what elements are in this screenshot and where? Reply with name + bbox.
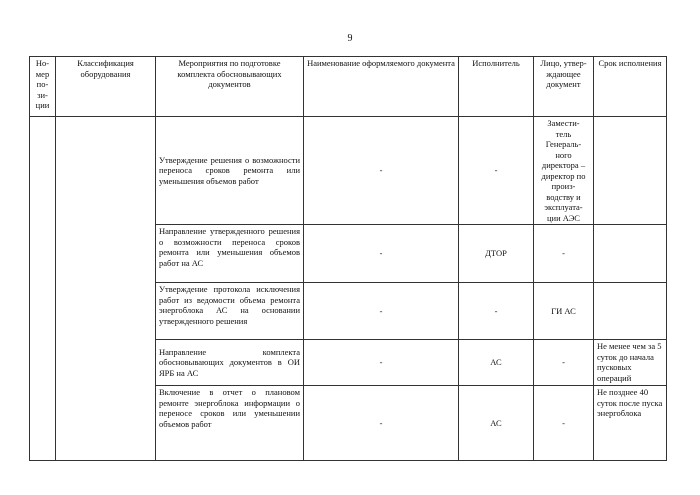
header-classification: Классификация оборудования bbox=[56, 57, 156, 117]
approver-cell: ГИ АС bbox=[534, 283, 594, 340]
deadline-cell bbox=[594, 225, 667, 283]
measure-cell: Утверждение решения о возможности переноса сроков ремонта или уменьшения объемов работ bbox=[156, 117, 304, 225]
document-cell: - bbox=[304, 283, 459, 340]
document-cell: - bbox=[304, 340, 459, 386]
measure-cell: Направление комплекта обосновывающих документов в ОИ ЯРБ на АС bbox=[156, 340, 304, 386]
executor-cell: АС bbox=[459, 386, 534, 461]
header-deadline: Срок исполнения bbox=[594, 57, 667, 117]
approver-cell: - bbox=[534, 386, 594, 461]
executor-cell: - bbox=[459, 283, 534, 340]
header-position: Но- мер по- зи- ции bbox=[30, 57, 56, 117]
approver-cell: - bbox=[534, 340, 594, 386]
executor-cell: - bbox=[459, 117, 534, 225]
position-cell bbox=[30, 117, 56, 461]
classification-cell bbox=[56, 117, 156, 461]
header-measures: Мероприятия по подготовке комплекта обосновывающих документов bbox=[156, 57, 304, 117]
deadline-cell: Не позднее 40 суток после пуска энергоблока bbox=[594, 386, 667, 461]
header-document-name: Наименование оформляемого документа bbox=[304, 57, 459, 117]
approver-cell: - bbox=[534, 225, 594, 283]
measure-cell: Направление утвержденного решения о возможности переноса сроков ремонта или уменьшения объемов работ на АС bbox=[156, 225, 304, 283]
deadline-cell bbox=[594, 283, 667, 340]
header-executor: Исполнитель bbox=[459, 57, 534, 117]
header-row bbox=[30, 57, 667, 117]
table-row bbox=[30, 117, 667, 225]
document-cell: - bbox=[304, 225, 459, 283]
document-cell: - bbox=[304, 386, 459, 461]
measure-cell: Включение в отчет о плановом ремонте энергоблока информации о переносе сроков или уменьшении объемов работ bbox=[156, 386, 304, 461]
deadline-cell: Не менее чем за 5 суток до начала пусковых операций bbox=[594, 340, 667, 386]
measure-cell: Утверждение протокола исключения работ из ведомости объема ремонта энергоблока АС на основании утвержденного решения bbox=[156, 283, 304, 340]
executor-cell: АС bbox=[459, 340, 534, 386]
executor-cell: ДТОР bbox=[459, 225, 534, 283]
measures-table bbox=[29, 56, 667, 461]
page-number: 9 bbox=[347, 33, 353, 44]
deadline-cell bbox=[594, 117, 667, 225]
header-approver: Лицо, утвер- ждающее документ bbox=[534, 57, 594, 117]
document-cell: - bbox=[304, 117, 459, 225]
approver-cell: Замести- тель Генераль- ного директора – директор по произ- водству и эксплуата- ции АЭС bbox=[534, 117, 594, 225]
